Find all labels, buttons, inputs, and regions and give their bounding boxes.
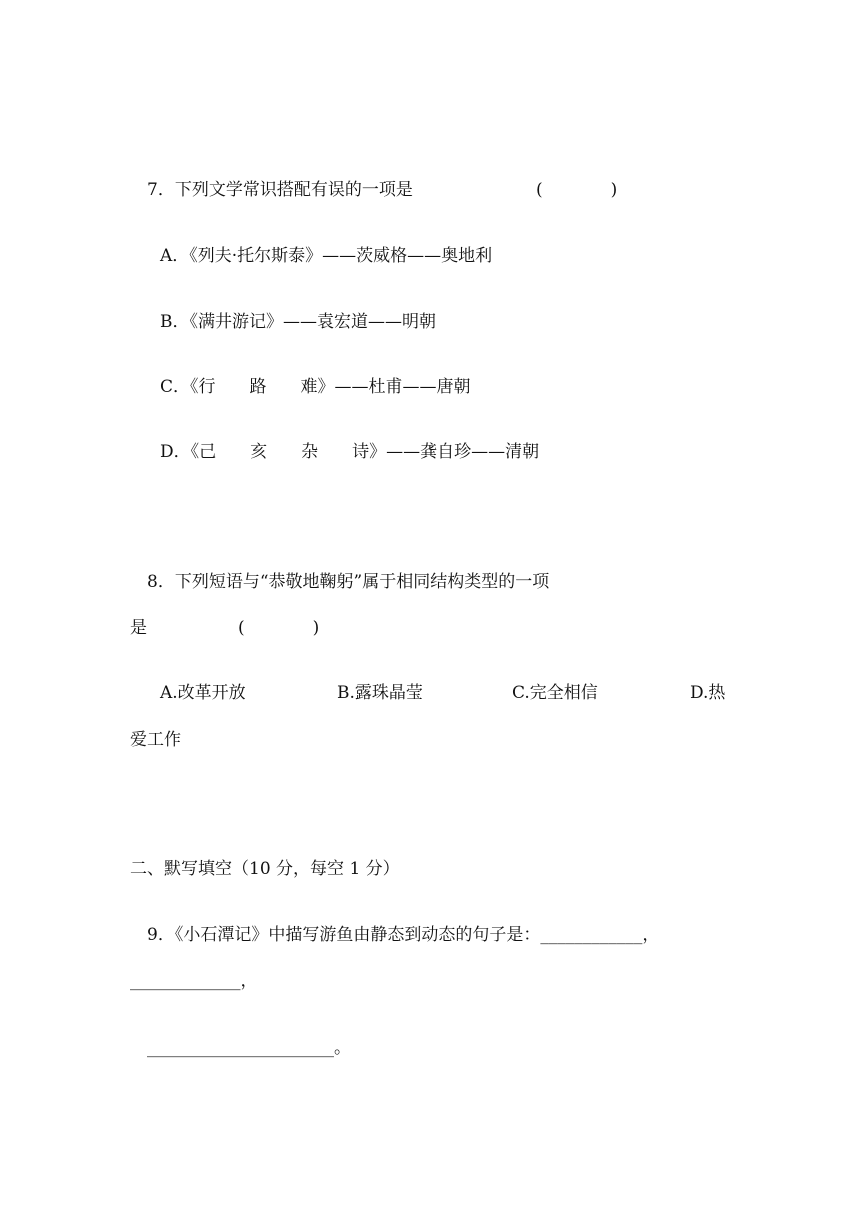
answer-bracket: ( ): [238, 618, 320, 638]
fill-blank-line-2: _____________，: [130, 971, 258, 991]
fill-blank-line-3: ______________________。: [147, 1038, 351, 1058]
option-d: D.热: [690, 683, 726, 703]
question-9-stem: 9．《小石潭记》中描写游鱼由静态到动态的句子是：____________，: [147, 925, 660, 945]
option-d: D．《己 亥 杂 诗》——龚自珍——清朝: [160, 442, 540, 462]
option-c: C．《行 路 难》——杜甫——唐朝: [160, 377, 471, 397]
option-a: A.改革开放: [160, 683, 246, 703]
option-d-continued: 爱工作: [130, 730, 181, 750]
option-a: A．《列夫·托尔斯泰》——茨威格——奥地利: [160, 246, 493, 266]
option-b: B.露珠晶莹: [337, 683, 423, 703]
answer-bracket: ( ): [536, 180, 618, 200]
section-2-heading: 二、默写填空（10 分，每空 1 分）: [130, 859, 400, 879]
question-8-stem: 8．下列短语与“恭敬地鞠躬”属于相同结构类型的一项: [147, 572, 550, 592]
question-7-stem: 7．下列文学常识搭配有误的一项是: [147, 180, 413, 200]
option-b: B．《满井游记》——袁宏道——明朝: [160, 312, 436, 332]
option-c: C.完全相信: [512, 683, 598, 703]
question-8-stem-continued: 是: [130, 618, 147, 638]
